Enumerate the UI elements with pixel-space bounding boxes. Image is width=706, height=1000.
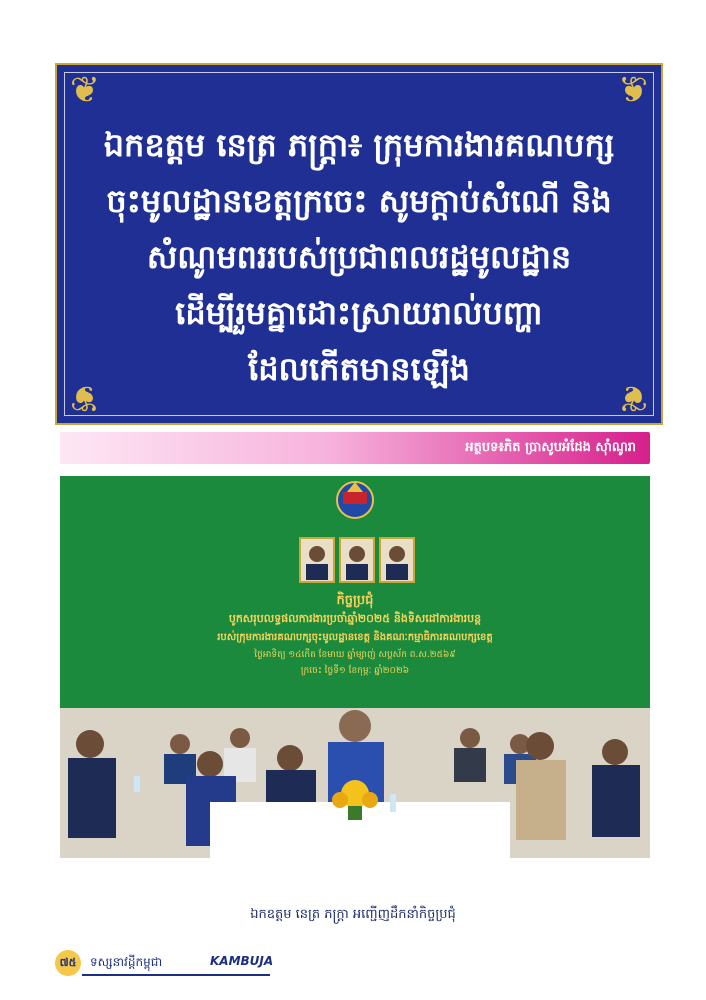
- meeting-photo-illustration: [60, 476, 650, 858]
- title-line: ចុះមូលដ្ឋានខេត្តក្រចេះ សូមក្តាប់សំណើ និង: [106, 182, 612, 220]
- title-banner: [55, 63, 663, 425]
- leader-portraits: [300, 538, 414, 582]
- magazine-brand: KAMBUJA: [210, 954, 274, 968]
- page-number: ៧៥: [55, 950, 81, 976]
- title-line: ដើម្បីរួមគ្នាដោះស្រាយរាល់បញ្ហា: [175, 294, 543, 332]
- backdrop-banner-line: របស់ក្រុមការងារគណបក្សចុះមូលដ្ឋានខេត្ត និងគណៈកម្មាធិការគណបក្សខេត្ត: [217, 632, 493, 643]
- backdrop-banner-line: កិច្ចប្រជុំ: [336, 593, 374, 608]
- byline-strip: [60, 432, 650, 464]
- backdrop-banner-line: បូកសរុបលទ្ធផលការងារប្រចាំឆ្នាំ២០២៥ និងទិសដៅការងារបន្ត: [228, 612, 482, 625]
- title-line: ដែលកើតមានឡើង: [248, 350, 470, 388]
- magazine-name: ទស្សនាវដ្តីកម្ពុជា: [90, 955, 163, 969]
- title-line: ឯកឧត្តម នេត្រ ភក្ត្រា៖ ក្រុមការងារគណបក្ស: [103, 126, 615, 164]
- article-title: [77, 117, 641, 397]
- ornament-corner-icon: ❦: [617, 377, 649, 418]
- title-line: សំណូមពររបស់ប្រជាពលរដ្ឋមូលដ្ឋាន: [146, 238, 572, 276]
- backdrop-banner-line: ថ្ងៃអាទិត្យ ១៤កើត ខែមាឃ ឆ្នាំម្សាញ់ សប្តស័ក ព.ស.២៥៦៩: [254, 650, 456, 660]
- party-logo-icon: [337, 482, 373, 518]
- photo-caption: ឯកឧត្តម នេត្រ ភក្ត្រា អញ្ជើញដឹកនាំកិច្ចប្រជុំ: [250, 907, 456, 922]
- ornament-corner-icon: ❦: [69, 70, 101, 111]
- meeting-photo: [60, 476, 650, 858]
- backdrop-banner-line: ក្រចេះ ថ្ងៃទី១ ខែកុម្ភៈ ឆ្នាំ២០២៦: [300, 666, 410, 676]
- byline-author: អត្ថបទ៖ភិត ប្រាសូបអំដែង ស៊ាំណូរា: [465, 440, 636, 455]
- ornament-corner-icon: ❦: [617, 70, 649, 111]
- ornament-corner-icon: ❦: [69, 377, 101, 418]
- footer-divider: [82, 974, 270, 976]
